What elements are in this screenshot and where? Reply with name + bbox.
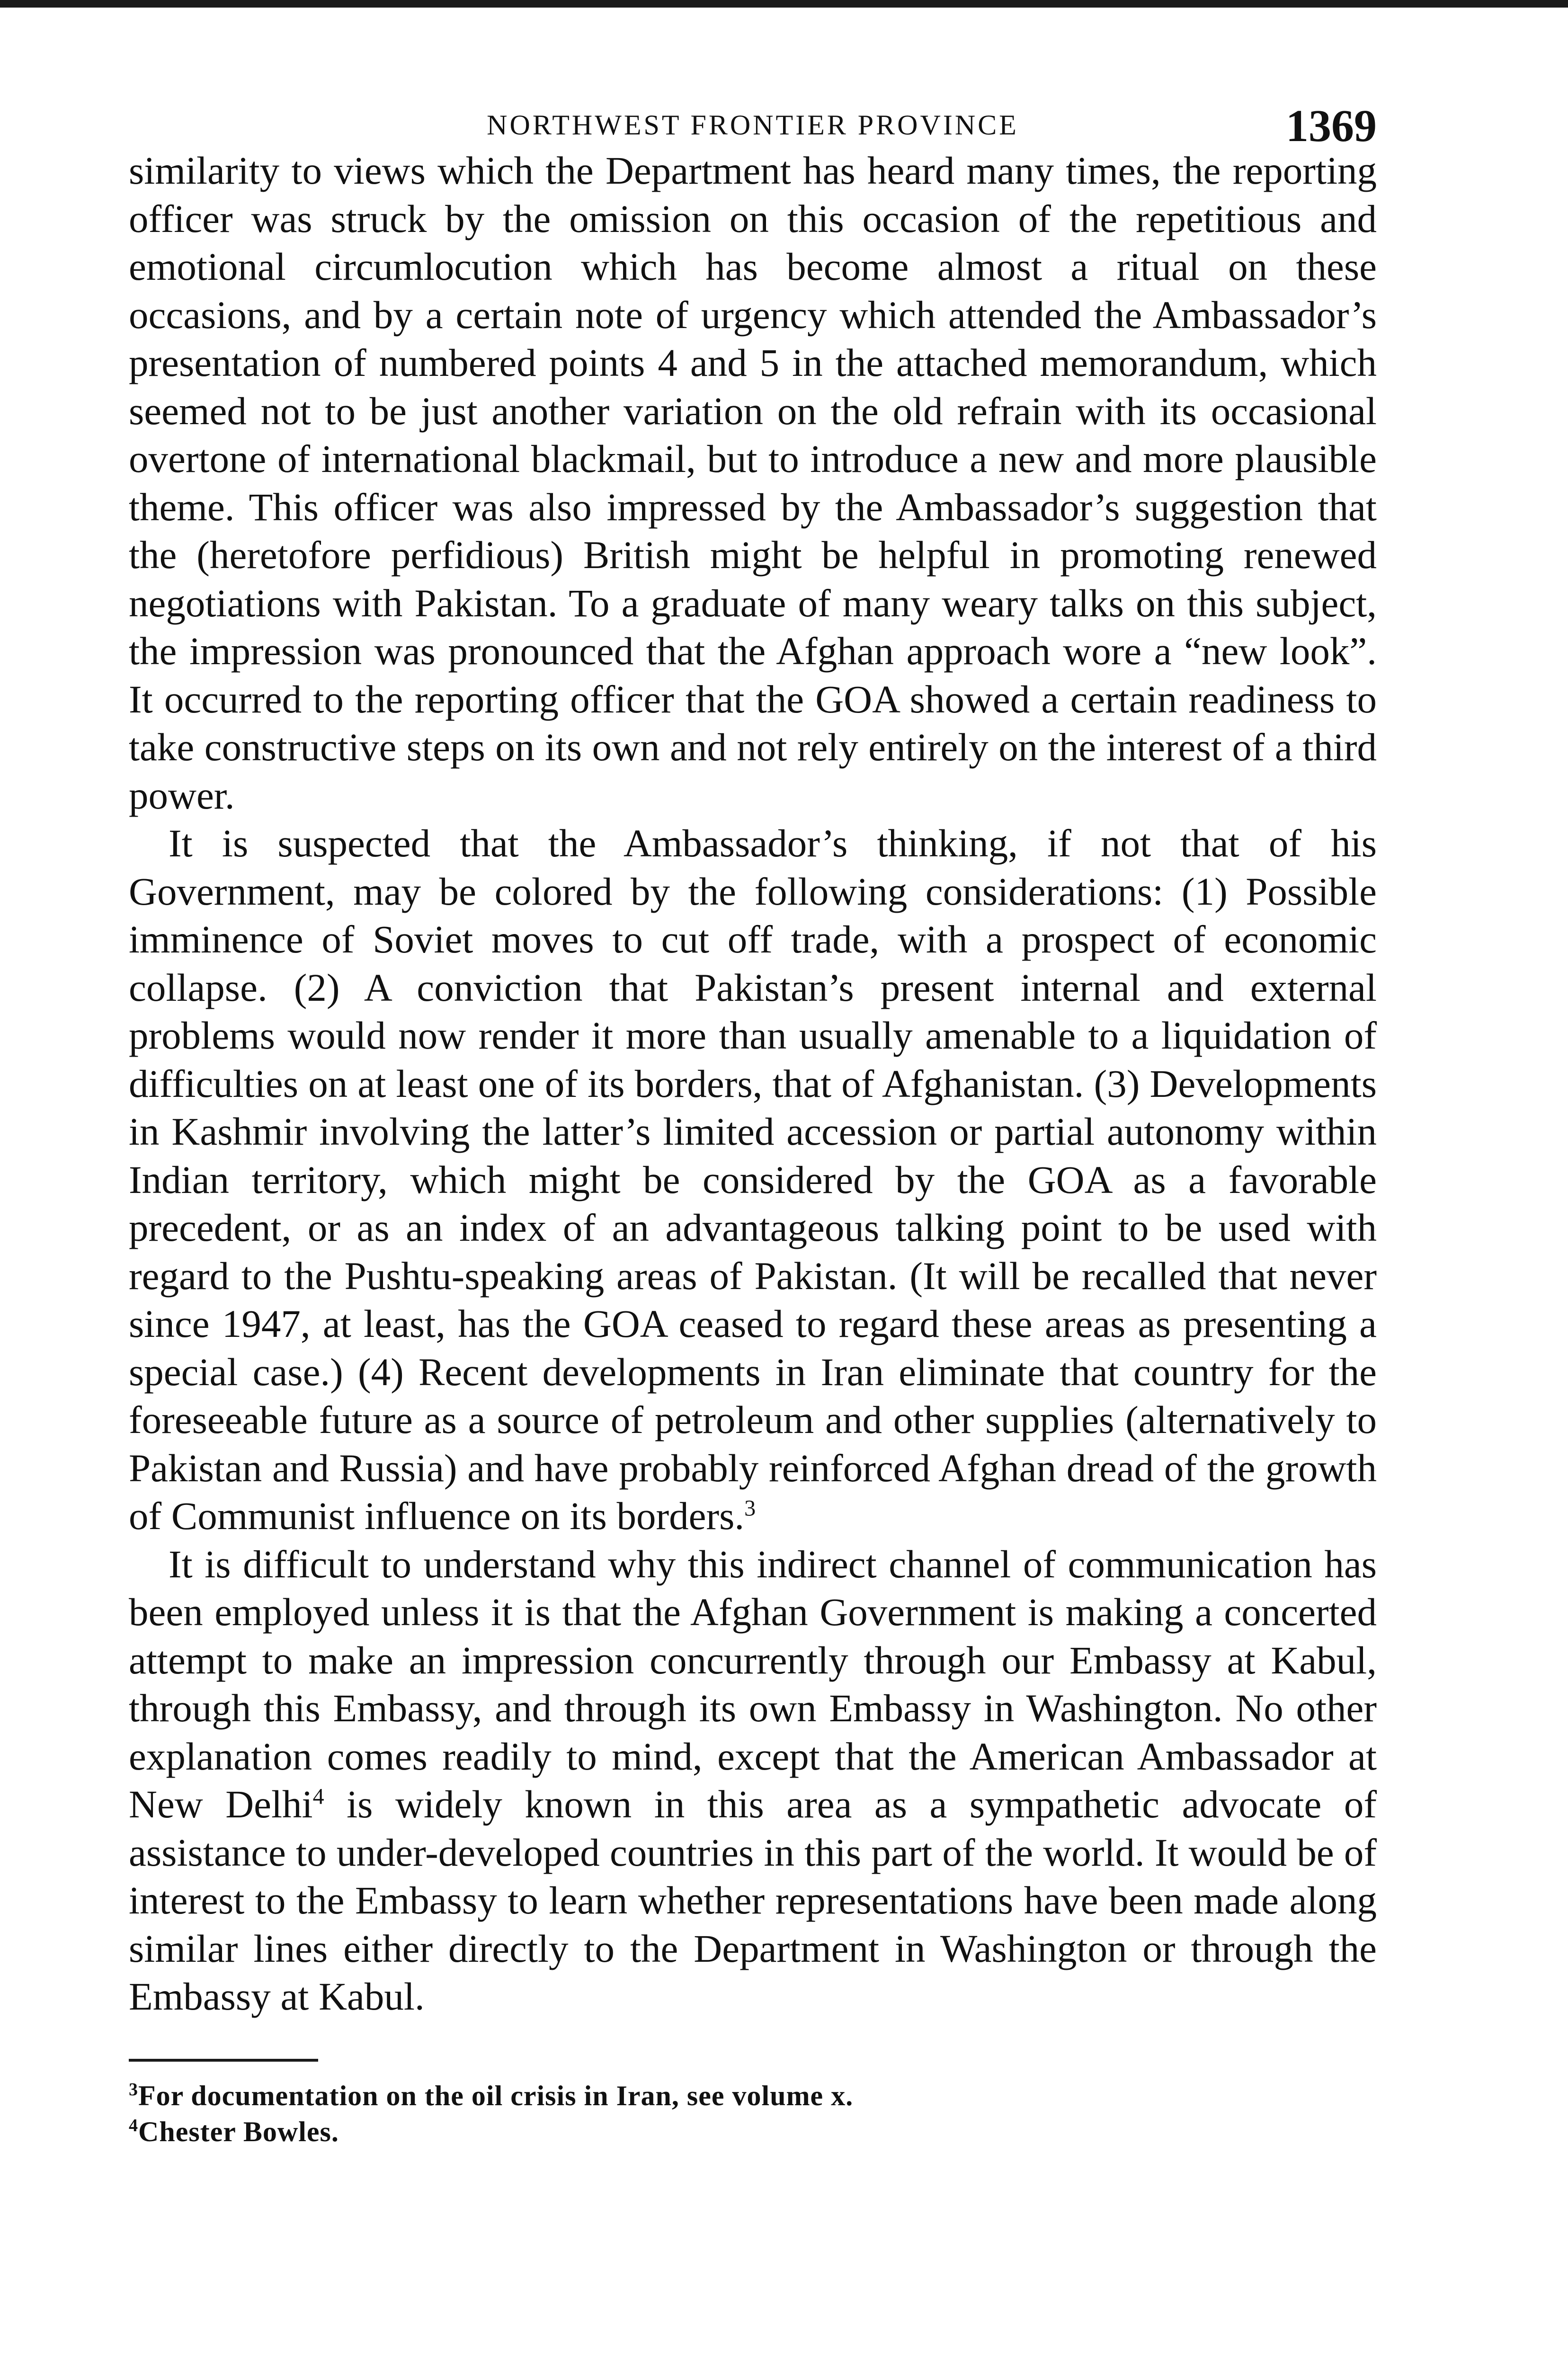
page-number: 1369 — [1286, 100, 1377, 151]
footnote-4 — [129, 2114, 1377, 2150]
paragraph-2-text: It is suspected that the Ambassador’s thinking, if not that of his Government, may be colored by the following considerations: (1) Possible imminence of Soviet moves to cut off trade, with a prospect of economic collapse. (2) A conviction that Pakistan’s present internal and external problems would now render it more than usually amenable to a liquidation of difficulties on at least one of its borders, that of Afghanistan. (3) Developments in Kashmir involving the latter’s limited accession or partial autonomy within Indian territory, which might be considered by the GOA as a favorable precedent, or as an index of an advantageous talking point to be used with regard to the Pushtu-speaking areas of Pakistan. (It will be recalled that never since 1947, at least, has the GOA ceased to regard these areas as presenting a special case.) (4) Recent developments in Iran eliminate that country for the foreseeable future as a source of petroleum and other supplies (alternatively to Pakistan and Russia) and have probably reinforced Afghan dread of the growth of Communist influence on its borders. — [129, 821, 1377, 1538]
paragraph-3 — [129, 1540, 1377, 2021]
running-header — [129, 90, 1377, 151]
running-title: NORTHWEST FRONTIER PROVINCE — [487, 109, 1019, 141]
footnotes — [129, 2078, 1377, 2150]
paragraph-2 — [129, 819, 1377, 1540]
paragraph-3-text-a: It is difficult to understand why this indirect channel of communication has been employed unless it is that the Afghan Government is making a concerted attempt to make an impression concurrently through our Embassy at Kabul, through this Embassy, and through its own Embassy in Washington. No other explanation comes readily to mind, except that the American Ambassador at New Delhi — [129, 1542, 1377, 1826]
paragraph-3-text-b: is widely known in this area as a sympathetic advocate of assistance to under-developed countries in this part of the world. It would be of interest to the Embassy to learn whether representations have been made along similar lines either directly to the Department in Washington or through the Embassy at Kabul. — [129, 1782, 1377, 2018]
footnote-3-text: For documentation on the oil crisis in Iran, see volume x. — [138, 2080, 854, 2111]
footnote-3-number: 3 — [129, 2079, 138, 2100]
paragraph-1: similarity to views which the Department has heard many times, the reporting officer was struck by the omission on this occasion of the repetitious and emotional circumlocution which has become almost a ritual on these occasions, and by a certain note of urgency which attended the Ambassador’s presentation of numbered points 4 and 5 in the attached memorandum, which seemed not to be just another variation on the old refrain with its occasional overtone of international blackmail, but to introduce a new and more plausible theme. This officer was also impressed by the Ambassador’s suggestion that the (heretofore perfidious) British might be helpful in promoting renewed negotiations with Pakistan. To a graduate of many weary talks on this subject, the impression was pronounced that the Afghan approach wore a “new look”. It occurred to the reporting officer that the GOA showed a certain readiness to take constructive steps on its own and not rely entirely on the interest of a third power. — [129, 149, 1377, 817]
footnote-4-text: Chester Bowles. — [138, 2116, 339, 2147]
footnote-ref-4: 4 — [312, 1784, 324, 1809]
footnote-ref-3: 3 — [744, 1495, 756, 1521]
top-page-border — [0, 0, 1568, 8]
footnote-4-number: 4 — [129, 2115, 138, 2136]
footnote-divider — [129, 2059, 318, 2062]
document-page — [129, 90, 1377, 2150]
footnote-3 — [129, 2078, 1377, 2114]
body-text — [129, 147, 1377, 2021]
